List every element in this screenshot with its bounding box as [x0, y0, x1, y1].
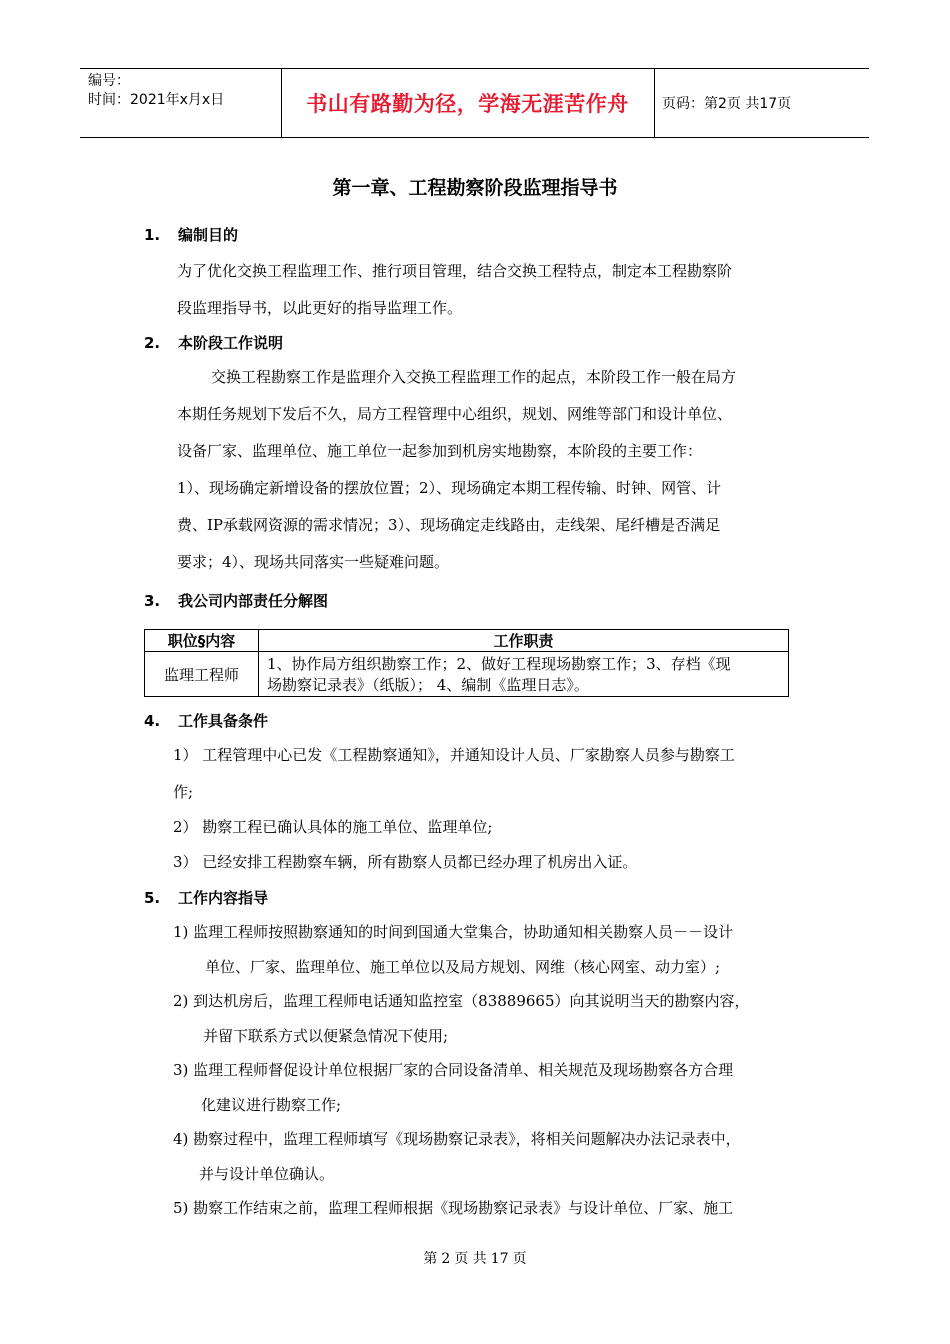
- section-number: 5.: [144, 889, 161, 907]
- page-header: [80, 68, 869, 138]
- section-heading-text: 工作具备条件: [178, 712, 269, 730]
- paragraph-line: 设备厂家、监理单位、施工单位一起参加到机房实地勘察，本阶段的主要工作：: [177, 442, 703, 460]
- footer-mid: 页 共: [454, 1251, 487, 1267]
- duty-line: 场勘察记录表》（纸版）； 4、编制《监理日志》。: [267, 676, 589, 694]
- paragraph-line: 交换工程勘察工作是监理介入交换工程监理工作的起点，本阶段工作一般在局方: [211, 368, 737, 386]
- footer-page-number: 2: [441, 1251, 451, 1267]
- section-number: 3.: [144, 592, 161, 610]
- table-cell-duty: [259, 652, 789, 697]
- table-header-cell: 工作职责: [259, 630, 789, 652]
- header-number-label: 编号：: [88, 73, 130, 89]
- table-header-cell: 职位§内容: [145, 630, 259, 652]
- paragraph-line: 要求；4）、现场共同落实一些疑难问题。: [177, 553, 450, 571]
- section-heading-2: [144, 332, 283, 353]
- section-heading-text: 编制目的: [178, 226, 239, 244]
- paragraph-line: 本期任务规划下发后不久，局方工程管理中心组织，规划、网维等部门和设计单位、: [177, 405, 733, 423]
- section-heading-4: [144, 710, 268, 731]
- section-heading-5: [144, 887, 268, 908]
- responsibility-table: [144, 629, 789, 697]
- page-footer: [0, 1248, 950, 1268]
- paragraph-line: 5) 勘察工作结束之前，监理工程师根据《现场勘察记录表》与设计单位、厂家、施工: [173, 1199, 734, 1217]
- paragraph-line: 并留下联系方式以便紧急情况下使用;: [203, 1027, 449, 1045]
- chapter-title: 第一章、工程勘察阶段监理指导书: [332, 177, 618, 199]
- section-heading-3: [144, 590, 328, 611]
- section-heading-text: 我公司内部责任分解图: [178, 592, 329, 610]
- section-heading-text: 工作内容指导: [178, 889, 269, 907]
- paragraph-line: 作;: [173, 783, 194, 801]
- section-heading-text: 本阶段工作说明: [178, 334, 284, 352]
- paragraph-line: 2) 到达机房后，监理工程师电话通知监控室（83889665）向其说明当天的勘察内容，: [173, 992, 750, 1010]
- duty-line: 1、协作局方组织勘察工作；2、做好工程现场勘察工作；3、存档《现: [267, 655, 731, 673]
- paragraph-line: 单位、厂家、监理单位、施工单位以及局方规划、网维（核心网室、动力室）;: [205, 958, 721, 976]
- section-number: 1.: [144, 226, 161, 244]
- paragraph-line: 并与设计单位确认。: [199, 1165, 335, 1183]
- header-divider: [654, 69, 655, 137]
- paragraph-line: 段监理指导书，以此更好的指导监理工作。: [177, 299, 463, 317]
- paragraph-line: 化建议进行勘察工作;: [201, 1096, 342, 1114]
- paragraph-line: 3) 监理工程师督促设计单位根据厂家的合同设备清单、相关规范及现场勘察各方合理: [173, 1061, 734, 1079]
- paragraph-line: 1) 监理工程师按照勘察通知的时间到国通大堂集合，协助通知相关勘察人员－－设计: [173, 923, 734, 941]
- paragraph-line: 1） 工程管理中心已发《工程勘察通知》，并通知设计人员、厂家勘察人员参与勘察工: [173, 746, 735, 764]
- header-time-label: 时间：2021年x月x日: [88, 92, 225, 108]
- table-header-row: [145, 630, 789, 652]
- paragraph-line: 4) 勘察过程中，监理工程师填写《现场勘察记录表》，将相关问题解决办法记录表中，: [173, 1130, 741, 1148]
- section-number: 4.: [144, 712, 161, 730]
- table-cell-role: 监理工程师: [145, 652, 259, 697]
- header-motto: 书山有路勤为径，学海无涯苦作舟: [306, 92, 629, 116]
- paragraph-line: 为了优化交换工程监理工作、推行项目管理，结合交换工程特点，制定本工程勘察阶: [177, 262, 733, 280]
- table-row: [145, 652, 789, 697]
- section-heading-1: [144, 224, 238, 245]
- header-page-label: 页码：第2页 共17页: [662, 96, 792, 112]
- footer-prefix: 第: [423, 1251, 438, 1267]
- footer-total-pages: 17: [490, 1251, 509, 1267]
- section-number: 2.: [144, 334, 161, 352]
- paragraph-line: 2） 勘察工程已确认具体的施工单位、监理单位;: [173, 818, 493, 836]
- paragraph-line: 1）、现场确定新增设备的摆放位置；2）、现场确定本期工程传输、时钟、网管、计: [177, 479, 722, 497]
- header-meta: [88, 72, 224, 110]
- paragraph-line: 3） 已经安排工程勘察车辆，所有勘察人员都已经办理了机房出入证。: [173, 853, 638, 871]
- footer-suffix: 页: [512, 1251, 527, 1267]
- paragraph-line: 费、IP承载网资源的需求情况；3）、现场确定走线路由，走线架、尾纤槽是否满足: [177, 516, 721, 534]
